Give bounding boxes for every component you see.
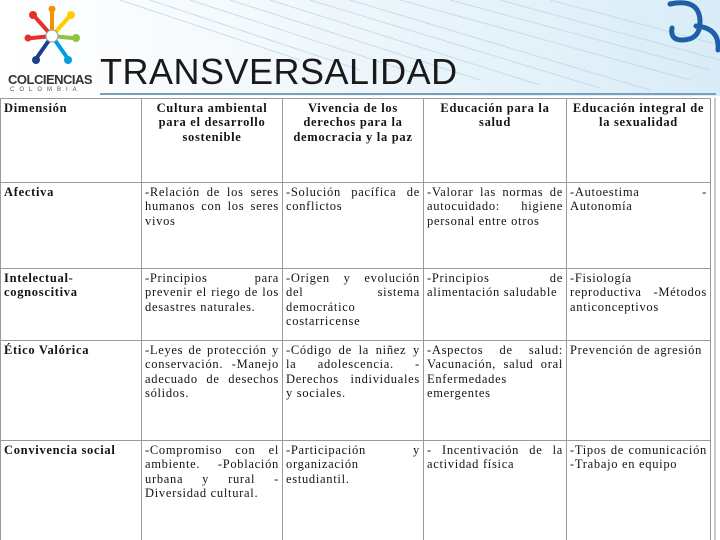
colciencias-logo xyxy=(6,6,98,96)
title-underline xyxy=(100,93,716,95)
table-cell: -Autoestima -Autonomía xyxy=(567,183,711,269)
table-cell: -Participación y organización estudiantil. xyxy=(283,441,424,540)
row-dimension: Afectiva xyxy=(1,183,142,269)
corner-decoration-icon xyxy=(660,0,720,60)
table-cell: -Aspectos de salud: Vacunación, salud oral Enfermedades emergentes xyxy=(424,341,567,441)
table-cell: -Principios para prevenir el riego de los desastres naturales. xyxy=(142,269,283,341)
column-header-health: Educación para la salud xyxy=(424,99,567,183)
column-header-rights: Vivencia de los derechos para la democracia y la paz xyxy=(283,99,424,183)
transversality-table-container xyxy=(0,98,714,540)
logo-mark-icon xyxy=(22,6,82,68)
right-edge-rule xyxy=(714,98,716,540)
table-row xyxy=(1,441,711,540)
table-cell: -Fisiología reproductiva -Métodos anticonceptivos xyxy=(567,269,711,341)
row-dimension: Convivencia social xyxy=(1,441,142,540)
transversality-table xyxy=(0,98,711,540)
table-cell: - Incentivación de la actividad física xyxy=(424,441,567,540)
table-cell: -Compromiso con el ambiente. -Población urbana y rural -Diversidad cultural. xyxy=(142,441,283,540)
table-cell: -Principios de alimentación saludable xyxy=(424,269,567,341)
table-row xyxy=(1,341,711,441)
row-dimension: Intelectual-cognoscitiva xyxy=(1,269,142,341)
column-header-sexuality: Educación integral de la sexualidad xyxy=(567,99,711,183)
table-cell: -Valorar las normas de autocuidado: higiene personal entre otros xyxy=(424,183,567,269)
table-cell: -Código de la niñez y la adolescencia. -Derechos individuales y sociales. xyxy=(283,341,424,441)
table-cell: -Origen y evolución del sistema democrático costarricense xyxy=(283,269,424,341)
table-cell: -Leyes de protección y conservación. -Manejo adecuado de desechos sólidos. xyxy=(142,341,283,441)
slide-header xyxy=(0,0,720,96)
column-header-dimension: Dimensión xyxy=(1,99,142,183)
table-cell: -Tipos de comunicación -Trabajo en equipo xyxy=(567,441,711,540)
table-row xyxy=(1,269,711,341)
table-cell: -Solución pacífica de conflictos xyxy=(283,183,424,269)
logo-name: COLCIENCIAS xyxy=(8,72,93,87)
table-cell: -Relación de los seres humanos con los seres vivos xyxy=(142,183,283,269)
logo-subtitle: COLOMBIA xyxy=(10,87,82,93)
column-header-environmental: Cultura ambiental para el desarrollo sostenible xyxy=(142,99,283,183)
table-cell: Prevención de agresión xyxy=(567,341,711,441)
page-title: TRANSVERSALIDAD xyxy=(100,51,458,92)
table-header-row xyxy=(1,99,711,183)
table-row xyxy=(1,183,711,269)
row-dimension: Ético Valórica xyxy=(1,341,142,441)
